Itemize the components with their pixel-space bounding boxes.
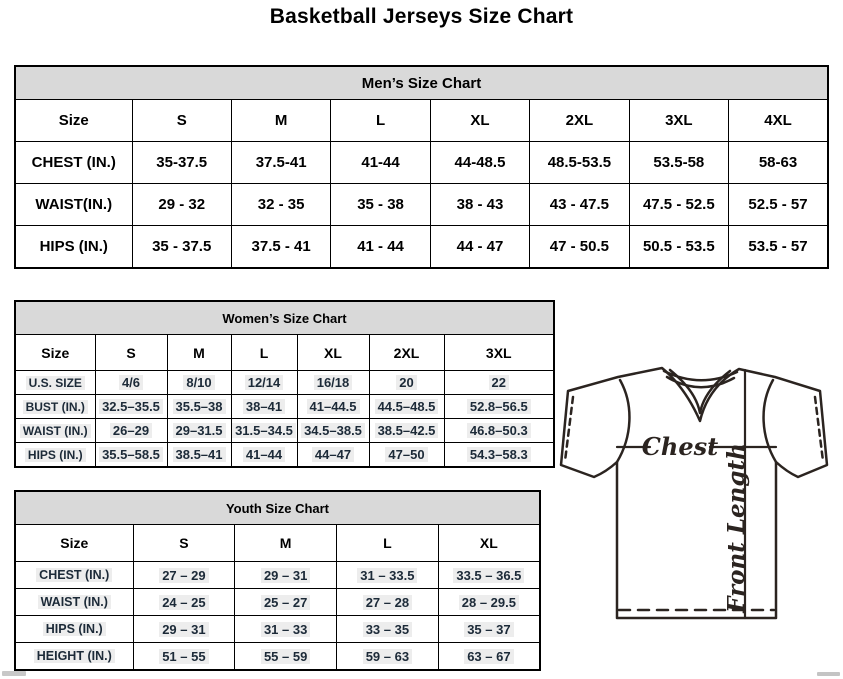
size-cell: 59 – 63 (337, 643, 439, 671)
size-cell: 29 – 31 (133, 616, 235, 643)
size-cell: 47 - 50.5 (530, 226, 629, 269)
column-header: 2XL (369, 335, 444, 371)
corner-header: Size (15, 335, 95, 371)
size-cell: 38–41 (231, 395, 297, 419)
size-cell: 53.5-58 (629, 142, 728, 184)
size-cell: 8/10 (167, 371, 231, 395)
size-cell: 27 – 28 (337, 589, 439, 616)
row-label: WAIST(IN.) (15, 184, 132, 226)
row-label: HIPS (IN.) (15, 616, 133, 643)
size-cell: 35 - 38 (331, 184, 430, 226)
size-cell: 29 - 32 (132, 184, 231, 226)
size-cell: 31.5–34.5 (231, 419, 297, 443)
size-cell: 47.5 - 52.5 (629, 184, 728, 226)
horizontal-scrollbar-thumb-right[interactable] (817, 672, 840, 676)
size-cell: 38.5–41 (167, 443, 231, 468)
size-cell: 53.5 - 57 (729, 226, 828, 269)
size-header-row (15, 525, 540, 562)
size-cell: 44-48.5 (430, 142, 529, 184)
size-cell: 32 - 35 (231, 184, 330, 226)
size-cell: 35.5–58.5 (95, 443, 167, 468)
column-header: 2XL (530, 100, 629, 142)
size-cell: 54.3–58.3 (444, 443, 554, 468)
size-cell: 48.5-53.5 (530, 142, 629, 184)
jersey-outline (561, 368, 827, 618)
table-row (15, 616, 540, 643)
row-label: U.S. SIZE (15, 371, 95, 395)
size-cell: 50.5 - 53.5 (629, 226, 728, 269)
size-cell: 51 – 55 (133, 643, 235, 671)
table-title-row (15, 491, 540, 525)
size-cell: 41–44 (231, 443, 297, 468)
column-header: XL (297, 335, 369, 371)
column-header: 4XL (729, 100, 828, 142)
size-cell: 33 – 35 (337, 616, 439, 643)
size-cell: 44–47 (297, 443, 369, 468)
size-cell: 34.5–38.5 (297, 419, 369, 443)
size-cell: 12/14 (231, 371, 297, 395)
chest-measure-label: Chest (641, 432, 719, 461)
table-row (15, 589, 540, 616)
row-label: BUST (IN.) (15, 395, 95, 419)
column-header: M (235, 525, 337, 562)
column-header: L (337, 525, 439, 562)
column-header: 3XL (444, 335, 554, 371)
size-cell: 58-63 (729, 142, 828, 184)
table-title: Women’s Size Chart (15, 301, 554, 335)
size-header-row (15, 335, 554, 371)
size-cell: 41–44.5 (297, 395, 369, 419)
row-label: WAIST (IN.) (15, 589, 133, 616)
size-cell: 52.8–56.5 (444, 395, 554, 419)
corner-header: Size (15, 525, 133, 562)
table-row (15, 419, 554, 443)
row-label: HEIGHT (IN.) (15, 643, 133, 671)
size-cell: 35 - 37.5 (132, 226, 231, 269)
size-cell: 52.5 - 57 (729, 184, 828, 226)
size-cell: 27 – 29 (133, 562, 235, 589)
table-row (15, 226, 828, 269)
size-cell: 47–50 (369, 443, 444, 468)
size-cell: 22 (444, 371, 554, 395)
womens-size-table (14, 300, 555, 468)
size-cell: 29–31.5 (167, 419, 231, 443)
table-title: Youth Size Chart (15, 491, 540, 525)
size-cell: 38.5–42.5 (369, 419, 444, 443)
column-header: S (133, 525, 235, 562)
size-cell: 38 - 43 (430, 184, 529, 226)
size-cell: 37.5-41 (231, 142, 330, 184)
size-cell: 31 – 33.5 (337, 562, 439, 589)
size-cell: 35 – 37 (438, 616, 540, 643)
row-label: CHEST (IN.) (15, 562, 133, 589)
size-cell: 26–29 (95, 419, 167, 443)
size-cell: 41-44 (331, 142, 430, 184)
size-cell: 4/6 (95, 371, 167, 395)
column-header: 3XL (629, 100, 728, 142)
page-title: Basketball Jerseys Size Chart (269, 5, 574, 28)
table-row (15, 142, 828, 184)
size-cell: 24 – 25 (133, 589, 235, 616)
size-cell: 29 – 31 (235, 562, 337, 589)
table-row (15, 371, 554, 395)
corner-header: Size (15, 100, 132, 142)
row-label: HIPS (IN.) (15, 226, 132, 269)
column-header: L (231, 335, 297, 371)
size-cell: 63 – 67 (438, 643, 540, 671)
column-header: S (132, 100, 231, 142)
size-cell: 55 – 59 (235, 643, 337, 671)
size-cell: 37.5 - 41 (231, 226, 330, 269)
size-cell: 44.5–48.5 (369, 395, 444, 419)
size-cell: 35-37.5 (132, 142, 231, 184)
table-row (15, 443, 554, 468)
row-label: WAIST (IN.) (15, 419, 95, 443)
size-cell: 28 – 29.5 (438, 589, 540, 616)
size-cell: 41 - 44 (331, 226, 430, 269)
size-cell: 43 - 47.5 (530, 184, 629, 226)
column-header: XL (438, 525, 540, 562)
column-header: XL (430, 100, 529, 142)
column-header: M (167, 335, 231, 371)
mens-size-table (14, 65, 829, 269)
youth-size-table (14, 490, 541, 671)
column-header: M (231, 100, 330, 142)
row-label: HIPS (IN.) (15, 443, 95, 468)
size-cell: 16/18 (297, 371, 369, 395)
table-row (15, 643, 540, 671)
table-title: Men’s Size Chart (15, 66, 828, 100)
size-header-row (15, 100, 828, 142)
size-cell: 35.5–38 (167, 395, 231, 419)
column-header: S (95, 335, 167, 371)
size-cell: 46.8–50.3 (444, 419, 554, 443)
row-label: CHEST (IN.) (15, 142, 132, 184)
horizontal-scrollbar-thumb-left[interactable] (2, 671, 26, 676)
jersey-diagram (558, 363, 830, 625)
front-length-measure-label: Front Length (723, 443, 750, 613)
size-cell: 32.5–35.5 (95, 395, 167, 419)
table-title-row (15, 66, 828, 100)
table-title-row (15, 301, 554, 335)
table-row (15, 562, 540, 589)
size-cell: 20 (369, 371, 444, 395)
size-cell: 25 – 27 (235, 589, 337, 616)
table-row (15, 184, 828, 226)
size-cell: 44 - 47 (430, 226, 529, 269)
table-row (15, 395, 554, 419)
size-cell: 33.5 – 36.5 (438, 562, 540, 589)
size-cell: 31 – 33 (235, 616, 337, 643)
column-header: L (331, 100, 430, 142)
